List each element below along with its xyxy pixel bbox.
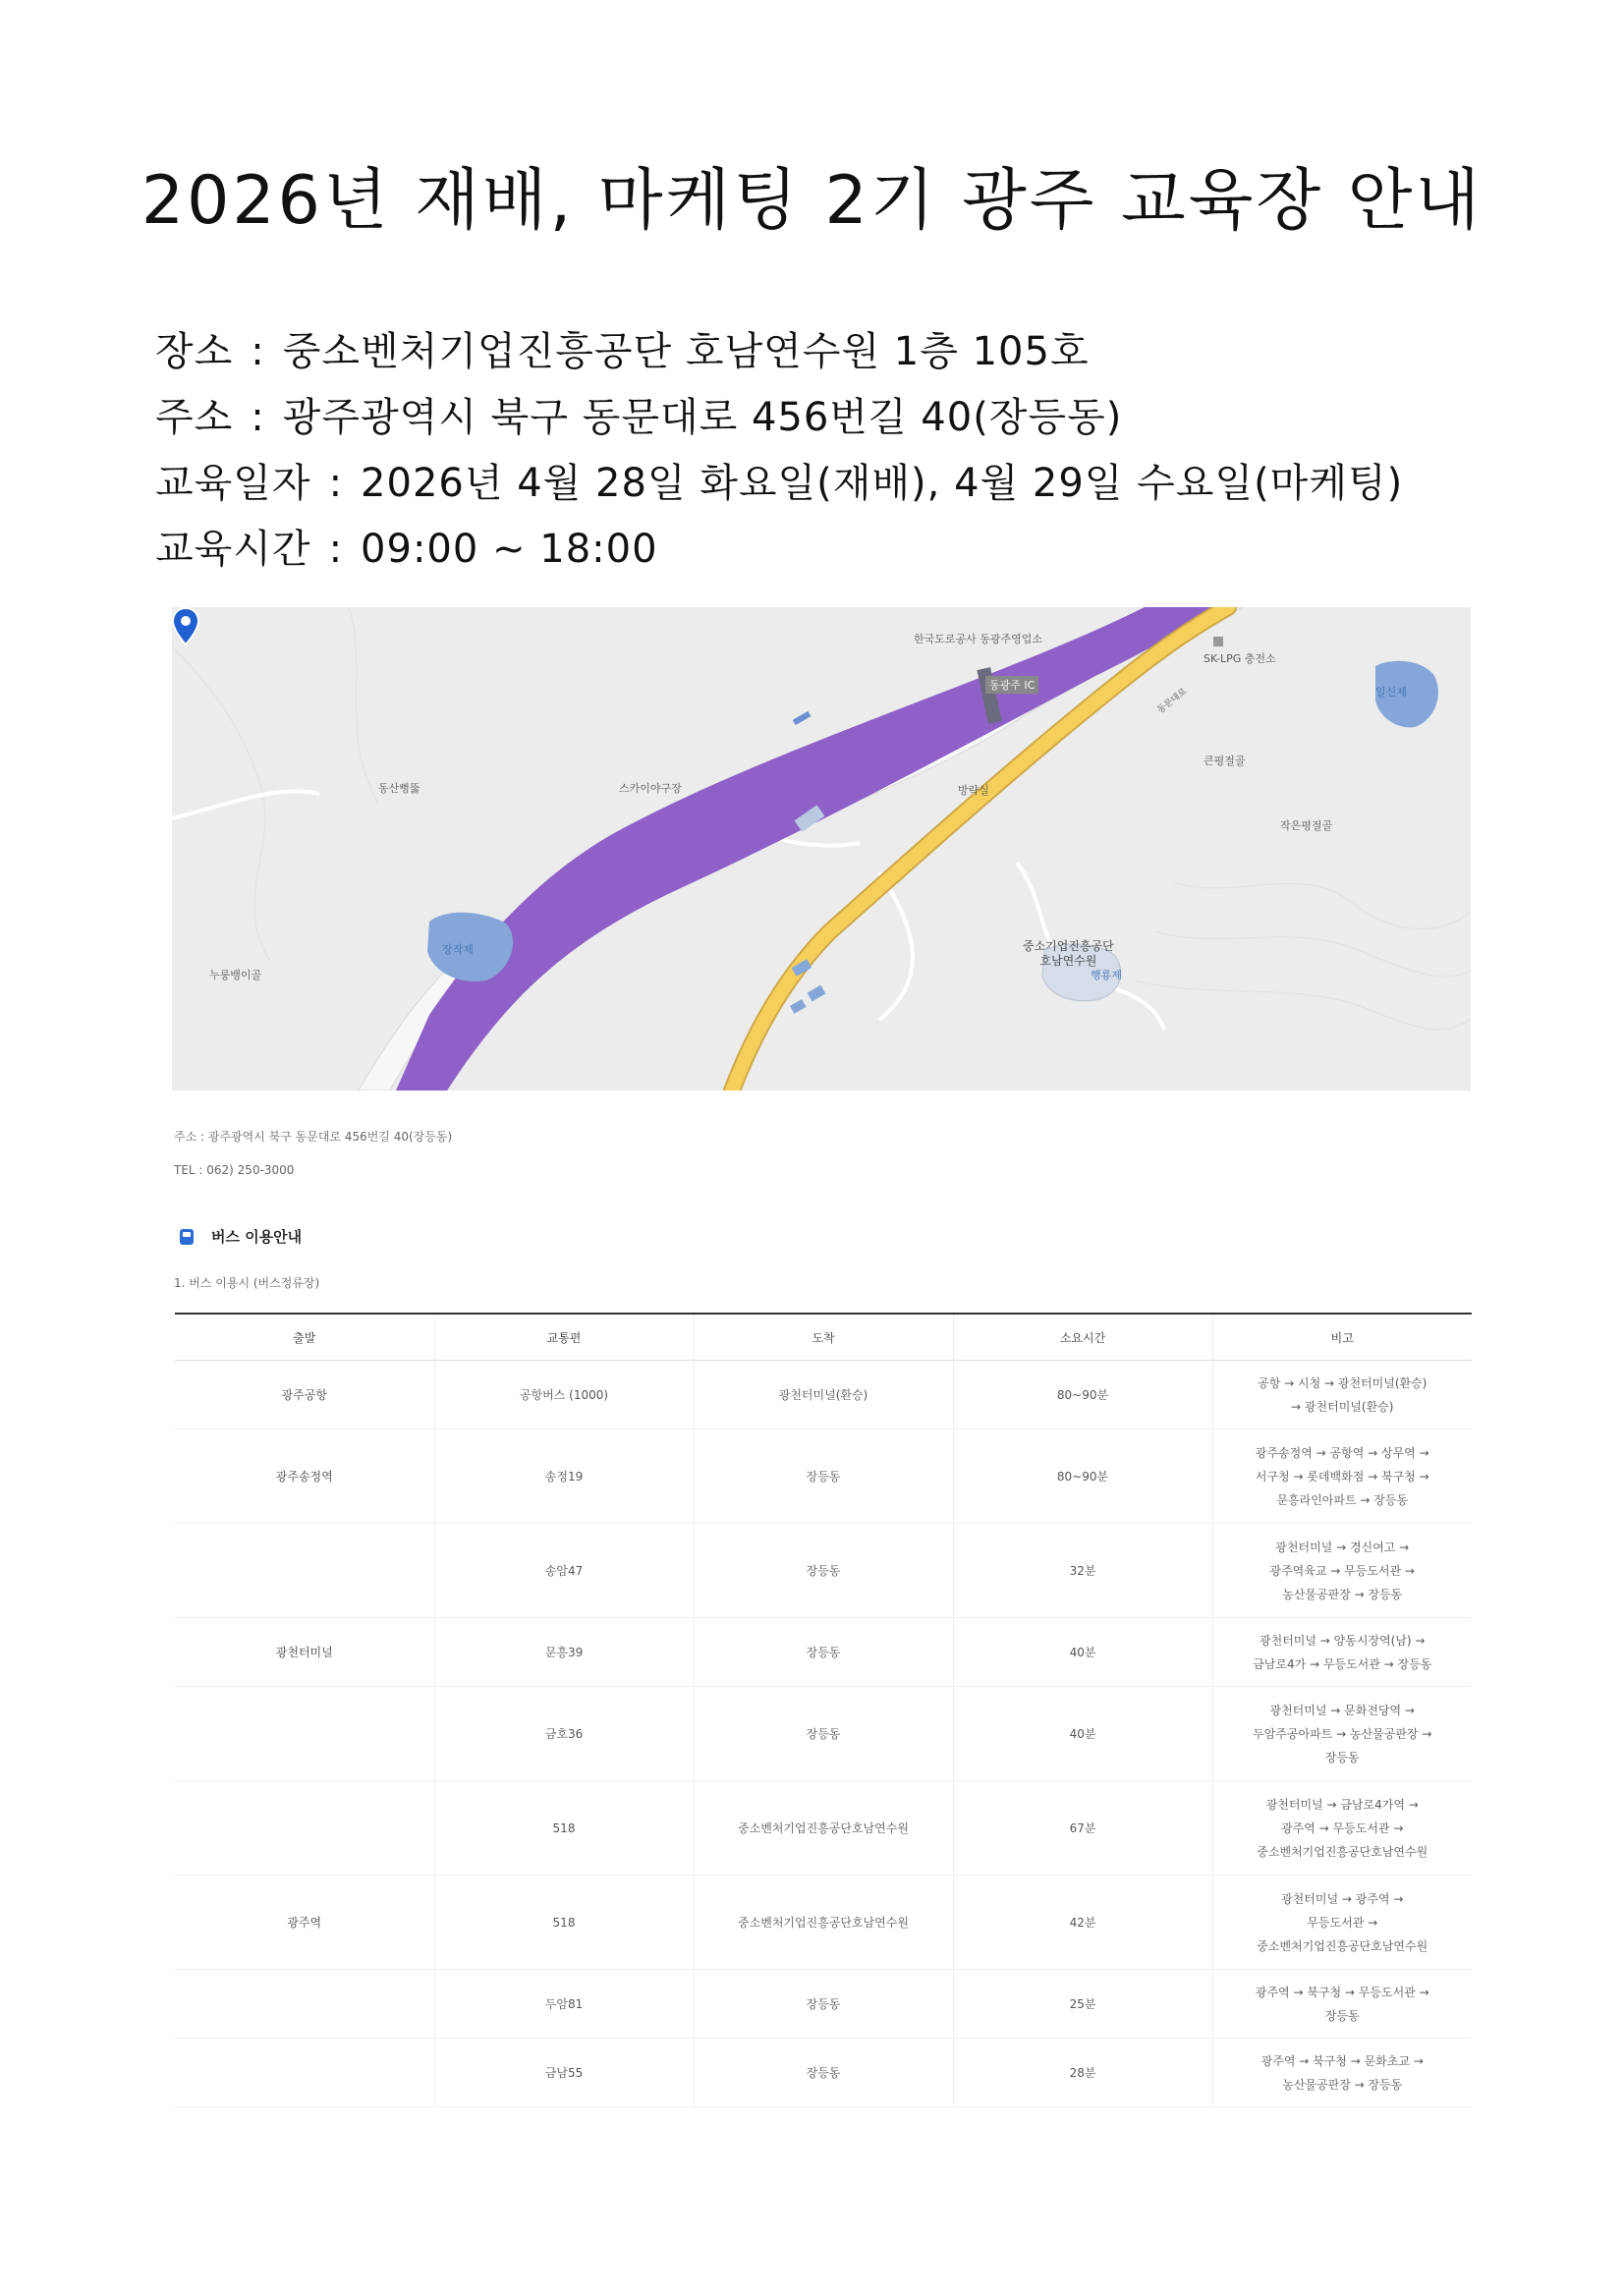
venue-info-list	[155, 319, 1403, 583]
note-line: 광주역 → 북구청 → 무등도서관 →	[1255, 1985, 1429, 1999]
address-label: 주소	[155, 395, 234, 440]
cell-note	[1212, 1524, 1472, 1618]
cell-arrival: 광천터미널(환승)	[694, 1361, 953, 1429]
cell-note	[1212, 1687, 1472, 1781]
cell-note	[1212, 2039, 1472, 2107]
note-line: 광천터미널 → 경신여고 →	[1275, 1540, 1410, 1554]
bus-section-header	[180, 1226, 302, 1247]
note-line: → 광천터미널(환승)	[1291, 1399, 1394, 1414]
separator: :	[251, 329, 265, 374]
separator: :	[251, 395, 265, 440]
cell-transport: 금남55	[434, 2039, 694, 2107]
cell-note	[1212, 1876, 1472, 1970]
info-place	[155, 319, 1403, 385]
cell-arrival: 장등동	[694, 2039, 953, 2107]
cell-transport: 송암47	[434, 1524, 694, 1618]
cell-origin: 광주공항	[175, 1361, 434, 1429]
cell-note	[1212, 1618, 1472, 1687]
cell-transport: 문흥39	[434, 1618, 694, 1687]
cell-transport: 공항버스 (1000)	[434, 1361, 694, 1429]
time-value: 09:00 ~ 18:00	[361, 527, 658, 572]
col-header-origin: 출발	[175, 1314, 434, 1361]
note-line: 광천터미널 → 광주역 →	[1281, 1891, 1404, 1906]
map-caption	[174, 1120, 452, 1187]
cell-note	[1212, 1781, 1472, 1876]
address-value: 광주광역시 북구 동문대로 456번길 40(장등동)	[282, 395, 1123, 440]
cell-arrival: 장등동	[694, 1970, 953, 2039]
table-row	[175, 1876, 1472, 1970]
map-graphics	[172, 607, 1471, 1091]
col-header-arrival: 도착	[694, 1314, 953, 1361]
place-value: 중소벤처기업진흥공단 호남연수원 1층 105호	[282, 329, 1090, 374]
cell-note	[1212, 1970, 1472, 2039]
cell-arrival: 장등동	[694, 1429, 953, 1524]
cell-origin	[175, 2039, 434, 2107]
cell-note	[1212, 1361, 1472, 1429]
cell-origin	[175, 1970, 434, 2039]
note-line: 광주역 → 북구청 → 문화초교 →	[1260, 2053, 1424, 2068]
separator: :	[328, 527, 344, 572]
note-line: 문흥라인아파트 → 장등동	[1276, 1492, 1409, 1507]
cell-arrival: 중소벤처기업진흥공단호남연수원	[694, 1876, 953, 1970]
note-line: 광천터미널 → 금남로4가역 →	[1265, 1797, 1419, 1812]
cell-duration: 80~90분	[953, 1429, 1212, 1524]
bus-section-subtitle: 1. 버스 이용시 (버스정류장)	[174, 1276, 320, 1290]
note-line: 광주역육교 → 무등도서관 →	[1269, 1563, 1415, 1578]
caption-tel: TEL : 062) 250-3000	[174, 1163, 295, 1177]
location-map[interactable]	[172, 607, 1471, 1091]
map-label-sk-lpg: SK-LPG 충전소	[1204, 652, 1276, 665]
cell-arrival: 장등동	[694, 1687, 953, 1781]
cell-transport: 518	[434, 1876, 694, 1970]
info-time	[155, 517, 1403, 583]
note-line: 광주송정역 → 공항역 → 상무역 →	[1255, 1445, 1429, 1460]
note-line: 두암주공아파트 → 농산물공판장 →	[1253, 1726, 1432, 1741]
cell-duration: 28분	[953, 2039, 1212, 2107]
table-row	[175, 1970, 1472, 2039]
info-date	[155, 451, 1403, 517]
caption-address: 주소 : 광주광역시 북구 동문대로 456번길 40(장등동)	[174, 1130, 453, 1144]
map-label-balgaksil: 방략실	[958, 784, 989, 797]
cell-arrival: 장등동	[694, 1618, 953, 1687]
cell-note	[1212, 1429, 1472, 1524]
cell-duration: 80~90분	[953, 1361, 1212, 1429]
date-label: 교육일자	[155, 461, 311, 506]
bus-route-table	[175, 1313, 1472, 2107]
table-row	[175, 1524, 1472, 1618]
cell-duration: 67분	[953, 1781, 1212, 1876]
cell-origin: 광천터미널	[175, 1618, 434, 1687]
cell-transport: 금호36	[434, 1687, 694, 1781]
note-line: 중소벤처기업진흥공단호남연수원	[1257, 1938, 1428, 1953]
map-label-haengnamje: 행룡제	[1091, 969, 1122, 981]
note-line: 농산물공판장 → 장등동	[1282, 1587, 1403, 1601]
separator: :	[328, 461, 344, 506]
cell-origin	[175, 1781, 434, 1876]
note-line: 광천터미널 → 양동시장역(남) →	[1260, 1633, 1426, 1648]
note-line: 서구청 → 롯데백화점 → 북구청 →	[1255, 1469, 1429, 1484]
cell-duration: 32분	[953, 1524, 1212, 1618]
bus-section-title: 버스 이용안내	[211, 1228, 303, 1246]
date-value: 2026년 4월 28일 화요일(재배), 4월 29일 수요일(마케팅)	[361, 461, 1404, 506]
cell-origin	[175, 1524, 434, 1618]
map-label-expressway-office: 한국도로공사 동광주영업소	[914, 633, 1043, 645]
cell-duration: 40분	[953, 1687, 1212, 1781]
table-row	[175, 1429, 1472, 1524]
cell-duration: 42분	[953, 1876, 1212, 1970]
table-row	[175, 2039, 1472, 2107]
table-row	[175, 1618, 1472, 1687]
cell-arrival: 중소벤처기업진흥공단호남연수원	[694, 1781, 953, 1876]
note-line: 장등동	[1324, 1750, 1360, 1764]
map-label-ilsinje: 일신제	[1375, 686, 1407, 699]
map-label-dongsan: 동산뻥뚫	[378, 782, 420, 795]
cell-transport: 송정19	[434, 1429, 694, 1524]
map-label-ic: 동광주 IC	[985, 676, 1038, 694]
col-header-duration: 소요시간	[953, 1314, 1212, 1361]
location-pin-icon[interactable]	[172, 607, 199, 646]
note-line: 중소벤처기업진흥공단호남연수원	[1257, 1844, 1428, 1859]
map-label-road: 동문대로	[1155, 687, 1190, 716]
cell-arrival: 장등동	[694, 1524, 953, 1618]
note-line: 공항 → 시청 → 광천터미널(환승)	[1258, 1375, 1428, 1390]
cell-origin: 광주역	[175, 1876, 434, 1970]
note-line: 금남로4가 → 무등도서관 → 장등동	[1253, 1656, 1432, 1671]
cell-duration: 40분	[953, 1618, 1212, 1687]
cell-origin: 광주송정역	[175, 1429, 434, 1524]
table-header-row	[175, 1314, 1472, 1361]
map-label-nurungi: 누룽뱅이골	[209, 969, 262, 981]
place-label: 장소	[155, 329, 234, 374]
note-line: 장등동	[1324, 2008, 1360, 2023]
table-row	[175, 1361, 1472, 1429]
note-line: 무등도서관 →	[1307, 1915, 1378, 1930]
map-label-geunpyeong: 큰평절골	[1204, 755, 1246, 767]
note-line: 농산물공판장 → 장등동	[1282, 2077, 1403, 2092]
table-row	[175, 1781, 1472, 1876]
map-label-facility	[1023, 939, 1114, 969]
time-label: 교육시간	[155, 527, 311, 572]
facility-name-line2: 호남연수원	[1039, 954, 1097, 968]
cell-transport: 518	[434, 1781, 694, 1876]
note-line: 광천터미널 → 문화전당역 →	[1269, 1703, 1415, 1717]
map-label-jangjakje: 장작제	[442, 943, 474, 956]
note-line: 광주역 → 무등도서관 →	[1281, 1820, 1404, 1835]
col-header-transport: 교통편	[434, 1314, 694, 1361]
col-header-note: 비고	[1212, 1314, 1472, 1361]
cell-duration: 25분	[953, 1970, 1212, 2039]
cell-origin	[175, 1687, 434, 1781]
page-title: 2026년 재배, 마케팅 2기 광주 교육장 안내	[140, 162, 1484, 240]
cell-transport: 두암81	[434, 1970, 694, 2039]
facility-name-line1: 중소기업진흥공단	[1023, 939, 1114, 953]
map-label-jageun: 작은평절골	[1280, 819, 1333, 832]
info-address	[155, 385, 1403, 451]
table-row	[175, 1687, 1472, 1781]
bus-icon	[180, 1229, 194, 1245]
map-label-sky-park: 스카이야구장	[619, 782, 682, 795]
